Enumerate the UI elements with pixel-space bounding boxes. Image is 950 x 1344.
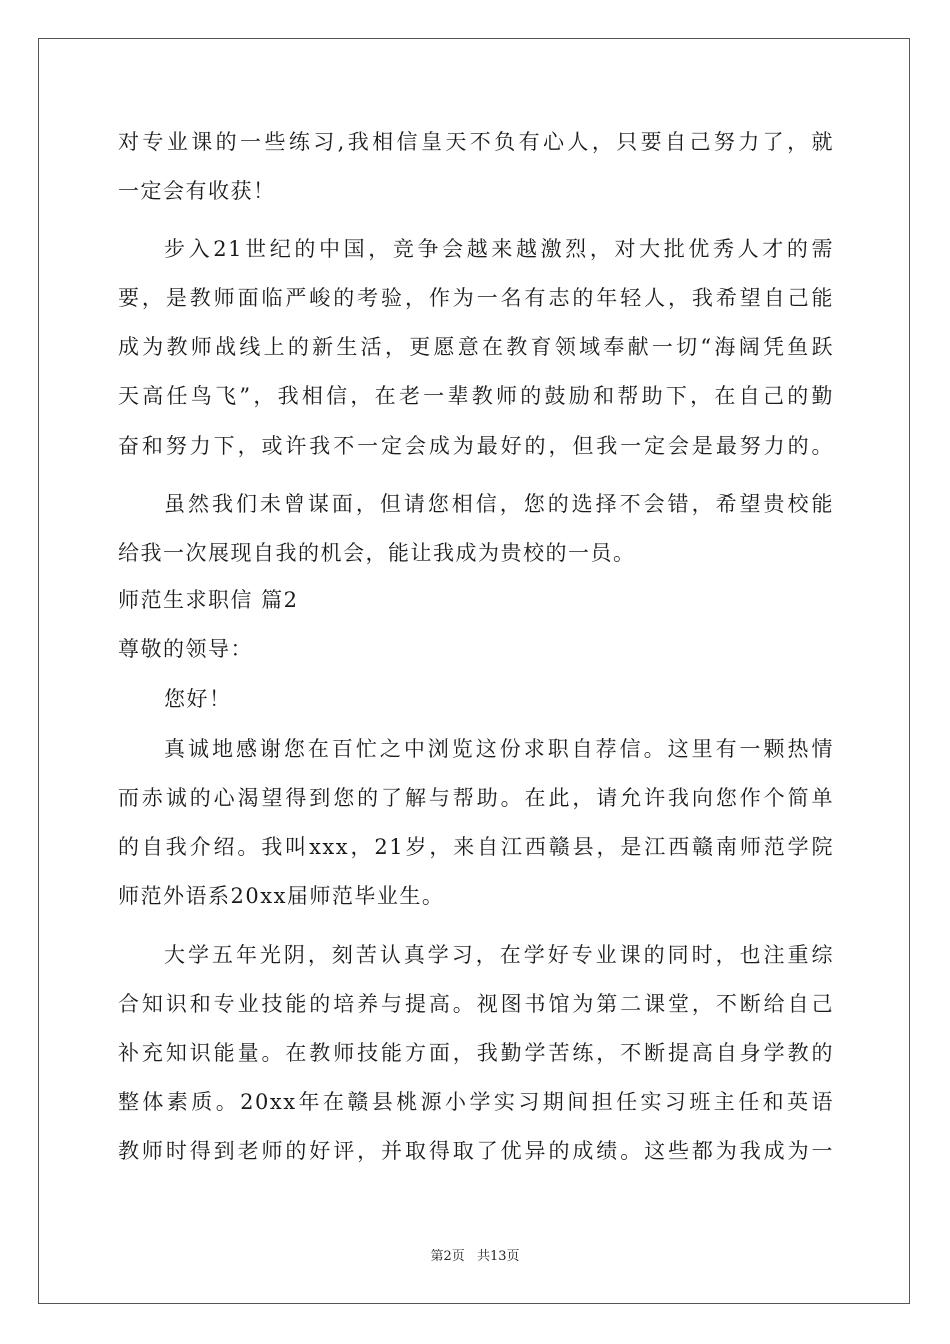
text-line: 要，是教师面临严峻的考验，作为一名有志的年轻人，我希望自己能: [118, 286, 834, 310]
text-line: 整体素质。20xx年在赣县桃源小学实习期间担任实习班主任和英语: [118, 1090, 834, 1114]
page-footer: [0, 1245, 950, 1264]
text-line: 步入21世纪的中国，竞争会越来越激烈，对大批优秀人才的需: [164, 237, 834, 261]
text-line: 一定会有收获！: [118, 179, 276, 203]
text-line: 虽然我们未曾谋面，但请您相信，您的选择不会错，希望贵校能: [164, 492, 834, 516]
text-line: 师范生求职信 篇2: [118, 588, 299, 612]
text-line: 给我一次展现自我的机会，能让我成为贵校的一员。: [118, 541, 636, 565]
text-line: 合知识和专业技能的培养与提高。视图书馆为第二课堂，不断给自己: [118, 992, 834, 1016]
text-line: 而赤诚的心渴望得到您的了解与帮助。在此，请允许我向您作个简单: [118, 786, 834, 810]
text-line: 成为教师战线上的新生活，更愿意在教育领域奉献一切“海阔凭鱼跃: [118, 335, 834, 359]
page-number: 第2页: [430, 1249, 465, 1264]
text-line: 教师时得到老师的好评，并取得取了优异的成绩。这些都为我成为一: [118, 1139, 834, 1163]
text-line: 师范外语系20xx届师范毕业生。: [118, 884, 445, 908]
text-line: 大学五年光阴，刻苦认真学习，在学好专业课的同时，也注重综: [164, 943, 834, 967]
text-line: 奋和努力下，或许我不一定会成为最好的，但我一定会是最努力的。: [118, 434, 834, 458]
text-line: 您好！: [164, 687, 232, 711]
text-line: 真诚地感谢您在百忙之中浏览这份求职自荐信。这里有一颗热情: [164, 737, 834, 761]
page-total: 共13页: [476, 1249, 520, 1264]
text-line: 天高任鸟飞”，我相信，在老一辈教师的鼓励和帮助下，在自己的勤: [118, 384, 834, 408]
text-line: 的自我介绍。我叫xxx，21岁，来自江西赣县，是江西赣南师范学院: [118, 835, 834, 859]
text-line: 补充知识能量。在教师技能方面，我勤学苦练，不断提高自身学教的: [118, 1041, 834, 1065]
text-line: 尊敬的领导：: [118, 637, 253, 661]
text-line: 对专业课的一些练习,我相信皇天不负有心人，只要自己努力了，就: [118, 130, 834, 154]
